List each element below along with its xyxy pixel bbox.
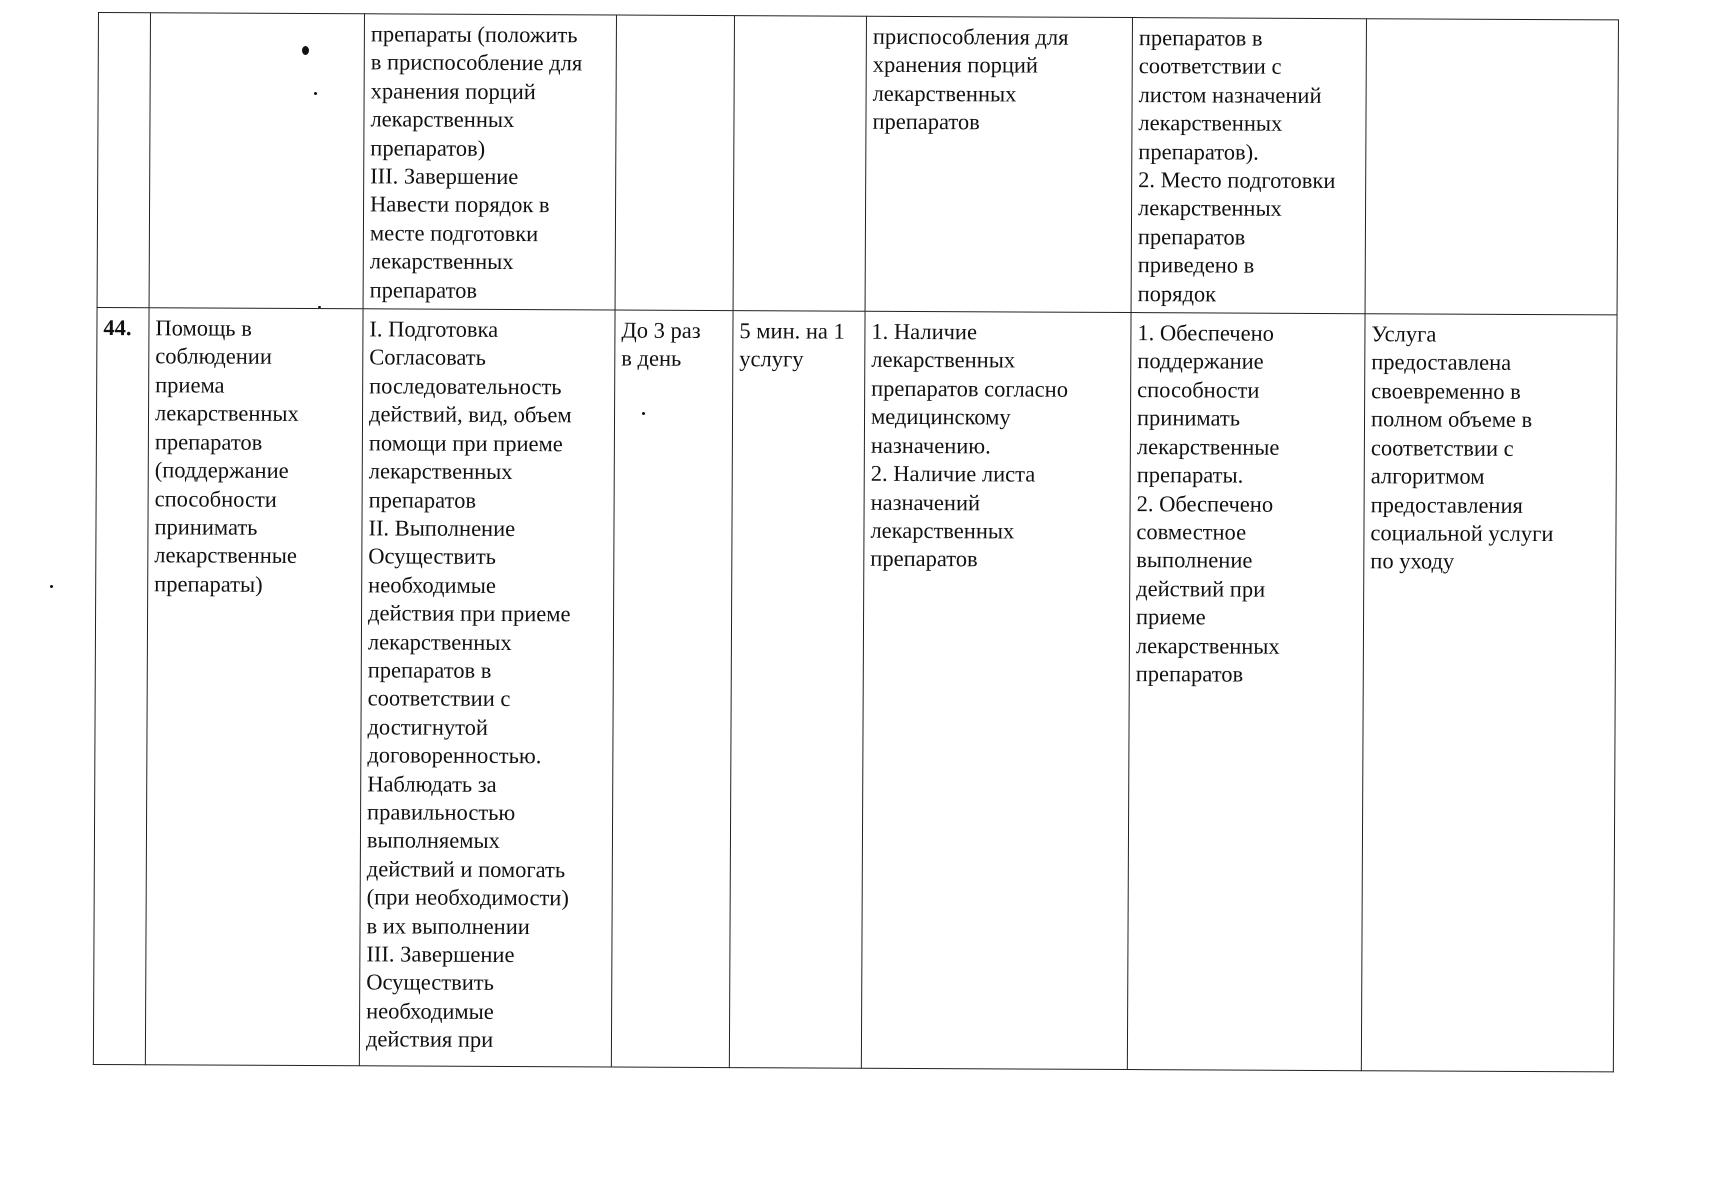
cell-service-name [149,13,364,309]
table-row [97,13,1618,315]
cell-procedure: препараты (положить в приспособление для хранения порций лекарственных препаратов) III. Завершение Навести порядок в месте подготовки лекарственных препаратов [363,14,616,310]
cell-results: 1. Обеспечено поддержание способности принимать лекарственные препараты. 2. Обеспечено совместное выполнение действий при приеме лекарственных препаратов [1127,313,1365,1071]
scan-speck [318,306,321,308]
cell-number [97,13,150,308]
cell-duration: 5 мин. на 1 услугу [729,311,865,1069]
cell-results: препаратов в соответствии с листом назначений лекарственных препаратов). 2. Место подготовки лекарственных препаратов приведено в порядок [1131,18,1366,314]
cell-duration [733,16,866,312]
cell-conditions: 1. Наличие лекарственных препаратов согласно медицинскому назначению. 2. Наличие листа назначений лекарственных препаратов [861,311,1131,1069]
services-table [93,12,1619,1072]
scan-speck [642,412,645,415]
cell-number: 44. [93,308,149,1065]
table-container [93,12,1618,1129]
cell-evaluation: Услуга предоставлена своевременно в полном объеме в соответствии с алгоритмом предоставления социальной услуги по уходу [1361,314,1617,1072]
scan-speck [50,585,53,588]
table-row [93,308,1617,1072]
cell-frequency [615,15,734,311]
scan-speck [314,92,317,95]
cell-service-name: Помощь в соблюдении приема лекарственных препаратов (поддержание способности принимать лекарственные препараты) [145,308,363,1066]
scan-speck [302,46,309,55]
cell-conditions: приспособления для хранения порций лекарственных препаратов [865,16,1132,312]
cell-frequency: До 3 раз в день [611,310,733,1068]
cell-evaluation [1365,19,1618,315]
cell-procedure: I. Подготовка Согласовать последовательность действий, вид, объем помощи при приеме лекарственных препаратов II. Выполнение Осуществить необходимые действия при приеме лекарственных препаратов в соответствии с достигнутой договоренностью. Наблюдать за правильностью выполняемых действий и помогать (при необходимости) в их выполнении III. Завершение Осуществить необходимые действия при [359,309,615,1067]
